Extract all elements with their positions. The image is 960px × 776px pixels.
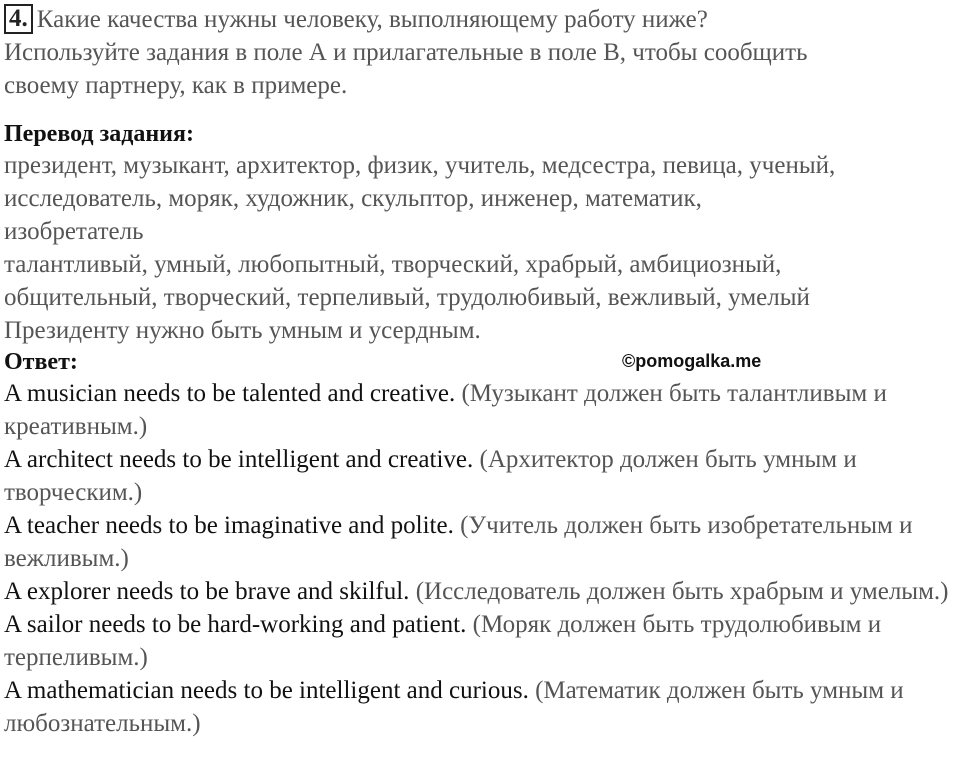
- answer-russian: (Архитектор должен быть умным и творческим.): [4, 446, 857, 506]
- translation-line: Президенту нужно быть умным и усердным.: [4, 317, 481, 344]
- translation-line: общительный, творческий, терпеливый, трудолюбивый, вежливый, умелый: [4, 284, 810, 311]
- task-question: Какие качества нужны человеку, выполняющему работу ниже?: [36, 6, 708, 33]
- answer-english: A mathematician needs to be intelligent and curious.: [4, 677, 529, 704]
- answer-english: A explorer needs to be brave and skilful.: [4, 578, 410, 605]
- answer-header: [4, 347, 960, 377]
- answer-title: Ответ:: [4, 349, 78, 375]
- translation-line: талантливый, умный, любопытный, творческий, храбрый, амбициозный,: [4, 251, 782, 278]
- translation-line: изобретатель: [4, 218, 144, 245]
- answer-english: A teacher needs to be imaginative and polite.: [4, 512, 454, 539]
- answer-english: A musician needs to be talented and creative.: [4, 380, 456, 407]
- answer-russian: (Исследователь должен быть храбрым и умелым.): [415, 578, 949, 605]
- answer-russian: (Музыкант должен быть талантливым и креативным.): [4, 380, 887, 440]
- answer-russian: (Учитель должен быть изобретательным и вежливым.): [4, 512, 913, 572]
- task-number-box: 4.: [4, 4, 33, 34]
- answer-english: A architect needs to be intelligent and creative.: [4, 446, 474, 473]
- answer-english: A sailor needs to be hard-working and patient.: [4, 611, 467, 638]
- answer-item: [4, 443, 960, 509]
- answer-list: [4, 377, 960, 740]
- answer-russian: (Моряк должен быть трудолюбивым и терпеливым.): [4, 611, 882, 671]
- answer-item: [4, 377, 960, 443]
- task-line-1: [4, 3, 960, 36]
- translation-block: [4, 149, 960, 347]
- translation-title: Перевод задания:: [4, 121, 194, 147]
- task-line-3: своему партнеру, как в примере.: [4, 72, 348, 99]
- translation-line: исследователь, моряк, художник, скульптор, инженер, математик,: [4, 185, 702, 212]
- answer-item: [4, 674, 960, 740]
- translation-line: президент, музыкант, архитектор, физик, учитель, медсестра, певица, ученый,: [4, 152, 836, 179]
- answer-item: [4, 575, 960, 608]
- task-line-2: Используйте задания в поле А и прилагательные в поле В, чтобы сообщить: [4, 39, 808, 66]
- answer-item: [4, 509, 960, 575]
- watermark: ©pomogalka.me: [622, 351, 762, 371]
- task-instructions: [4, 3, 960, 102]
- document-page: [4, 0, 960, 740]
- answer-item: [4, 608, 960, 674]
- answer-russian: (Математик должен быть умным и любознательным.): [4, 677, 904, 737]
